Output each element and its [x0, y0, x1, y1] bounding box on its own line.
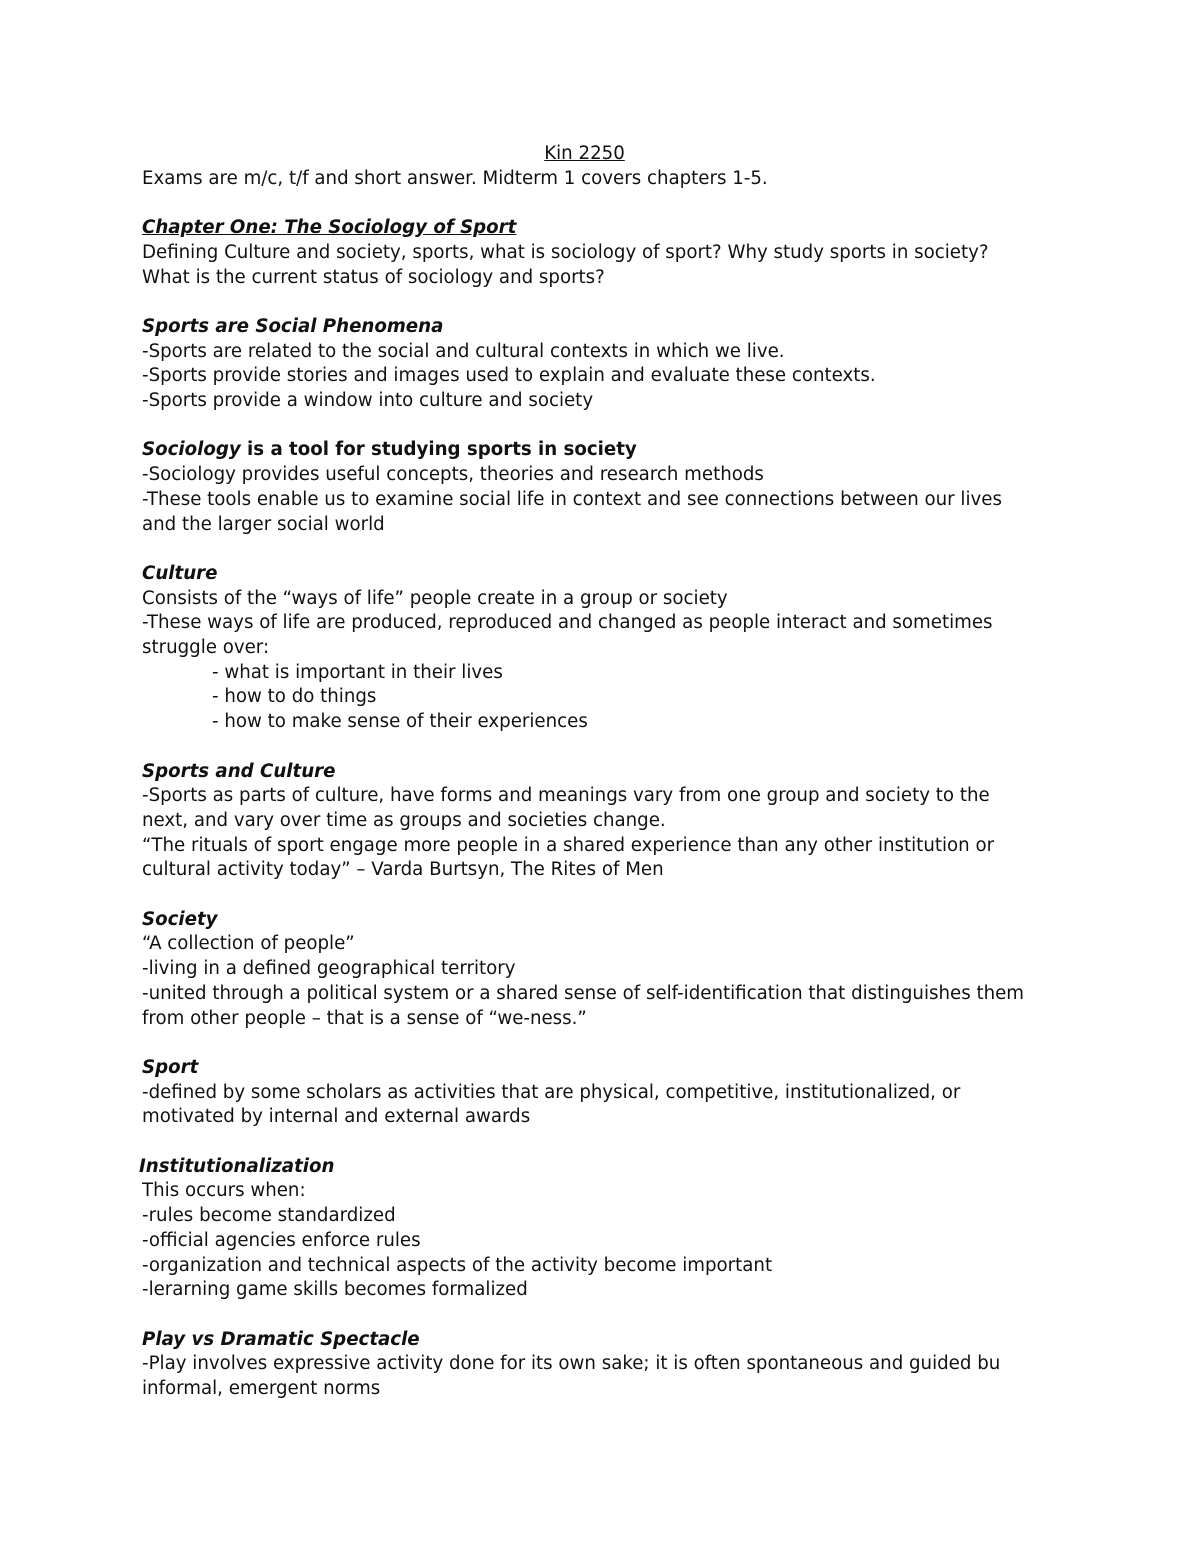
section-play-vs-spectacle	[142, 1328, 1072, 1402]
body-line: -Sports provide a window into culture and society	[142, 390, 594, 411]
spacer	[142, 537, 1072, 562]
body-line: from other people – that is a sense of “we-ness.”	[142, 1007, 587, 1029]
body-line: motivated by internal and external awards	[142, 1106, 531, 1128]
spacer	[142, 290, 1072, 315]
section-sport	[142, 1056, 1072, 1130]
body-line: -united through a political system or a shared sense of self-identification that distinguishes them	[142, 982, 1025, 1004]
body-line: -living in a defined geographical territory	[142, 958, 516, 980]
quote-line: cultural activity today” – Varda Burtsyn, The Rites of Men	[142, 859, 664, 881]
section-heading: Play vs Dramatic Spectacle	[142, 1328, 420, 1350]
section-heading: Society	[142, 908, 218, 930]
body-line: -Sports as parts of culture, have forms and meanings vary from one group and society to the	[142, 785, 990, 807]
document-page	[139, 142, 1072, 1402]
body-line: struggle over:	[142, 637, 270, 658]
body-line: -rules become standardized	[142, 1205, 396, 1227]
body-line: -Play involves expressive activity done for its own sake; it is often spontaneous and guided bu	[142, 1353, 1001, 1375]
section-culture	[142, 562, 1072, 735]
body-line: -Sports provide stories and images used to explain and evaluate these contexts.	[142, 365, 876, 387]
spacer	[142, 1031, 1072, 1056]
spacer	[142, 883, 1072, 908]
spacer	[142, 414, 1072, 439]
body-line: -organization and technical aspects of the activity become important	[142, 1254, 773, 1276]
spacer	[142, 191, 1072, 216]
body-line: -official agencies enforce rules	[142, 1229, 421, 1251]
body-line: This occurs when:	[142, 1180, 306, 1202]
body-line: What is the current status of sociology and sports?	[142, 266, 605, 288]
body-line: -Sociology provides useful concepts, theories and research methods	[142, 464, 764, 486]
section-heading: Culture	[142, 562, 218, 584]
list-item: - how to make sense of their experiences	[212, 711, 588, 733]
heading-rest-part: is a tool for studying sports in society	[240, 439, 637, 461]
section-heading	[142, 438, 1072, 463]
section-heading: Sports and Culture	[142, 760, 336, 782]
section-heading: Sport	[142, 1056, 199, 1078]
section-social-phenomena	[142, 315, 1072, 414]
section-sports-and-culture	[142, 760, 1072, 884]
quote-line: “The rituals of sport engage more people in a shared experience than any other institution or	[142, 834, 995, 856]
spacer	[142, 1130, 1072, 1155]
section-chapter-one	[142, 216, 1072, 290]
section-heading: Institutionalization	[139, 1155, 335, 1177]
body-line: -These ways of life are produced, reproduced and changed as people interact and sometimes	[142, 612, 993, 634]
body-line: and the larger social world	[142, 513, 385, 535]
body-line: Consists of the “ways of life” people create in a group or society	[142, 587, 728, 609]
body-line: “A collection of people”	[142, 933, 355, 955]
section-heading: Sports are Social Phenomena	[142, 315, 444, 337]
section-heading: Chapter One: The Sociology of Sport	[142, 217, 517, 239]
spacer	[142, 735, 1072, 760]
section-society	[142, 908, 1072, 1032]
body-line: -Sports are related to the social and cultural contexts in which we live.	[142, 340, 785, 362]
list-item: - how to do things	[212, 686, 377, 708]
body-line: informal, emergent norms	[142, 1378, 381, 1400]
section-sociology-tool	[142, 438, 1072, 537]
intro-text: Exams are m/c, t/f and short answer. Midterm 1 covers chapters 1-5.	[142, 167, 768, 189]
list-item: - what is important in their lives	[212, 661, 503, 683]
body-line: -These tools enable us to examine social life in context and see connections between our lives	[142, 488, 1002, 510]
body-line: next, and vary over time as groups and societies change.	[142, 809, 666, 831]
section-institutionalization	[139, 1155, 1072, 1303]
body-line: -defined by some scholars as activities that are physical, competitive, institutionalized, or	[142, 1081, 961, 1103]
document-title: Kin 2250	[544, 143, 625, 164]
body-line: -lerarning game skills becomes formalized	[142, 1279, 528, 1301]
spacer	[142, 1303, 1072, 1328]
heading-italic-part: Sociology	[142, 439, 241, 461]
body-line: Defining Culture and society, sports, what is sociology of sport? Why study sports in society?	[142, 241, 989, 263]
